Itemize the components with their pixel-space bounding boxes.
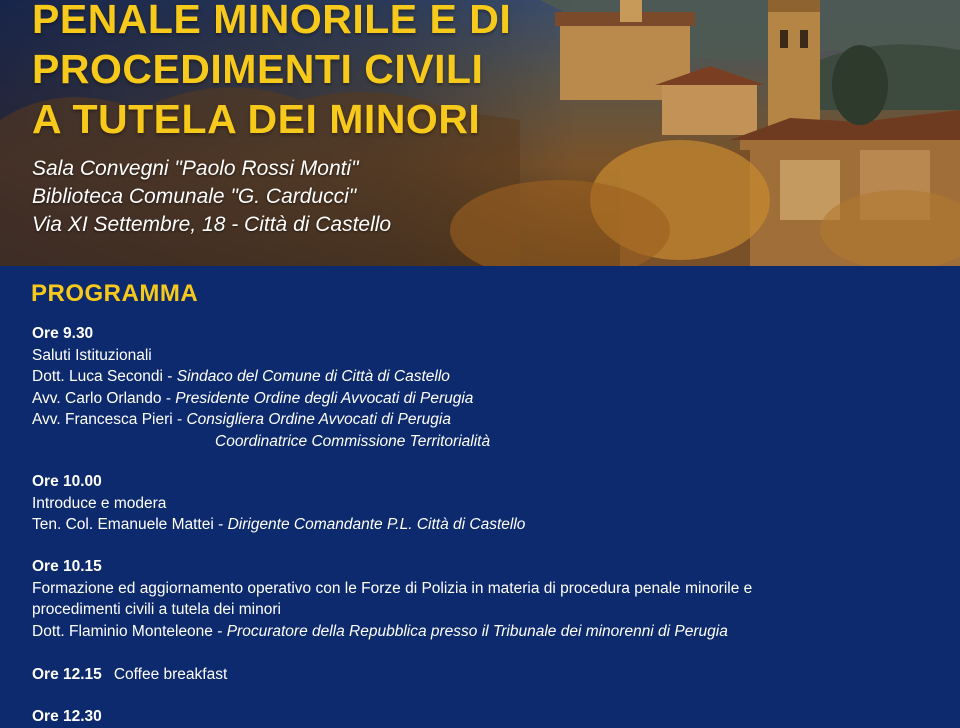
session-time: Ore 12.30 <box>32 708 102 725</box>
speaker: Dott. Luca Secondi - Sindaco del Comune di Città di Castello <box>32 368 450 385</box>
speaker-role: Procuratore della Repubblica presso il Tribunale dei minorenni di Perugia <box>226 622 728 640</box>
venue-hall: Sala Convegni "Paolo Rossi Monti" <box>32 157 359 180</box>
venue-address: Via XI Settembre, 18 - Città di Castello <box>32 213 392 236</box>
program-heading: PROGRAMMA <box>31 280 199 307</box>
session-time: Ore 9.30 <box>32 325 94 342</box>
session-title: Saluti Istituzionali <box>32 346 152 364</box>
session-title-line: procedimenti civili a tutela dei minori <box>32 601 281 618</box>
venue-library: Biblioteca Comunale "G. Carducci" <box>32 185 357 208</box>
title-line: A TUTELA DEI MINORI <box>32 96 481 142</box>
session-1230 <box>32 706 102 728</box>
speaker-name: Avv. Francesca Pieri <box>32 411 173 428</box>
speaker-name: Dott. Luca Secondi <box>32 368 163 385</box>
session-1000 <box>32 471 525 536</box>
session-line <box>32 664 227 686</box>
speaker-role: Presidente Ordine degli Avvocati di Perugia <box>175 389 474 407</box>
hero-banner <box>0 0 960 266</box>
session-time: Ore 12.15 <box>32 666 102 683</box>
speaker-name: Dott. Flaminio Monteleone <box>32 622 213 640</box>
speaker-name: Ten. Col. Emanuele Mattei <box>32 516 214 533</box>
speaker-role-secondary: Coordinatrice Commissione Territorialità <box>215 432 491 450</box>
session-1215 <box>32 664 227 686</box>
title-line: PENALE MINORILE E DI <box>32 0 512 42</box>
event-title <box>32 0 511 144</box>
title-line: PROCEDIMENTI CIVILI <box>32 46 484 92</box>
session-time: Ore 10.00 <box>32 473 102 490</box>
venue-info <box>32 155 391 239</box>
session-1015 <box>32 556 752 642</box>
session-title-line: Formazione ed aggiornamento operativo con le Forze di Polizia in materia di procedura penale minorile e <box>32 579 753 597</box>
session-title: Coffee breakfast <box>113 666 228 683</box>
speaker: Avv. Francesca Pieri - Consigliera Ordine Avvocati di Perugia <box>32 411 451 428</box>
speaker-role: Dirigente Comandante P.L. Città di Castello <box>227 516 526 533</box>
speaker: Dott. Flaminio Monteleone - Procuratore della Repubblica presso il Tribunale dei minorenni di Perugia <box>32 622 728 640</box>
speaker: Avv. Carlo Orlando - Presidente Ordine degli Avvocati di Perugia <box>32 389 474 407</box>
speaker: Ten. Col. Emanuele Mattei - Dirigente Comandante P.L. Città di Castello <box>32 516 526 533</box>
session-0930 <box>32 323 490 452</box>
speaker-role: Sindaco del Comune di Città di Castello <box>176 368 450 385</box>
speaker-name: Avv. Carlo Orlando <box>32 389 162 407</box>
program-section <box>0 266 960 725</box>
speaker-role: Consigliera Ordine Avvocati di Perugia <box>186 411 451 428</box>
session-time: Ore 10.15 <box>32 558 102 575</box>
session-title: Introduce e modera <box>32 494 167 512</box>
